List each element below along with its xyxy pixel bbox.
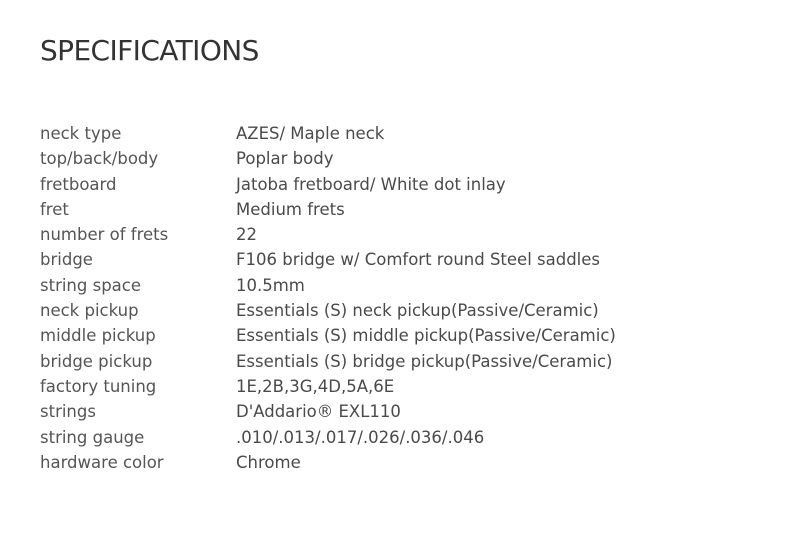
spec-value: Jatoba fretboard/ White dot inlay xyxy=(236,174,506,194)
spec-label: hardware color xyxy=(40,452,164,472)
spec-row-factory-tuning xyxy=(40,374,760,399)
spec-value: 1E,2B,3G,4D,5A,6E xyxy=(236,376,395,396)
spec-row-neck-pickup xyxy=(40,298,760,323)
spec-row-bridge xyxy=(40,247,760,272)
spec-value: Essentials (S) middle pickup(Passive/Ceramic) xyxy=(236,326,616,346)
spec-label: string space xyxy=(40,275,142,295)
spec-label: strings xyxy=(40,402,96,422)
spec-row-string-gauge xyxy=(40,425,760,450)
spec-value: Poplar body xyxy=(236,149,334,169)
spec-label: neck pickup xyxy=(40,301,139,321)
page-title: SPECIFICATIONS xyxy=(40,34,259,67)
spec-value: F106 bridge w/ Comfort round Steel saddles xyxy=(236,250,601,270)
spec-label: middle pickup xyxy=(40,326,156,346)
spec-label: top/back/body xyxy=(40,149,159,169)
spec-label: neck type xyxy=(40,124,122,143)
spec-value: .010/.013/.017/.026/.036/.046 xyxy=(236,427,485,447)
spec-label: string gauge xyxy=(40,427,145,447)
spec-row-fret xyxy=(40,197,760,222)
spec-label: bridge pickup xyxy=(40,351,153,371)
spec-row-middle-pickup xyxy=(40,323,760,348)
spec-label: fretboard xyxy=(40,174,117,194)
spec-value: Chrome xyxy=(236,452,301,472)
spec-row-fretboard xyxy=(40,172,760,197)
spec-row-number-of-frets xyxy=(40,222,760,247)
spec-row-neck-type xyxy=(40,121,760,146)
spec-label: bridge xyxy=(40,250,93,270)
spec-value: D'Addario® EXL110 xyxy=(236,402,401,422)
spec-value: 10.5mm xyxy=(236,275,305,295)
spec-value: 22 xyxy=(236,225,257,245)
spec-row-top-back-body xyxy=(40,146,760,171)
spec-row-bridge-pickup xyxy=(40,349,760,374)
spec-row-string-space xyxy=(40,273,760,298)
specifications-list xyxy=(40,121,760,475)
spec-value: Medium frets xyxy=(236,199,345,219)
spec-value: AZES/ Maple neck xyxy=(236,124,385,143)
spec-row-strings xyxy=(40,399,760,424)
spec-label: number of frets xyxy=(40,225,169,245)
spec-value: Essentials (S) bridge pickup(Passive/Ceramic) xyxy=(236,351,613,371)
spec-row-hardware-color xyxy=(40,450,760,475)
spec-label: fret xyxy=(40,199,69,219)
spec-label: factory tuning xyxy=(40,376,157,396)
spec-value: Essentials (S) neck pickup(Passive/Ceramic) xyxy=(236,301,599,321)
